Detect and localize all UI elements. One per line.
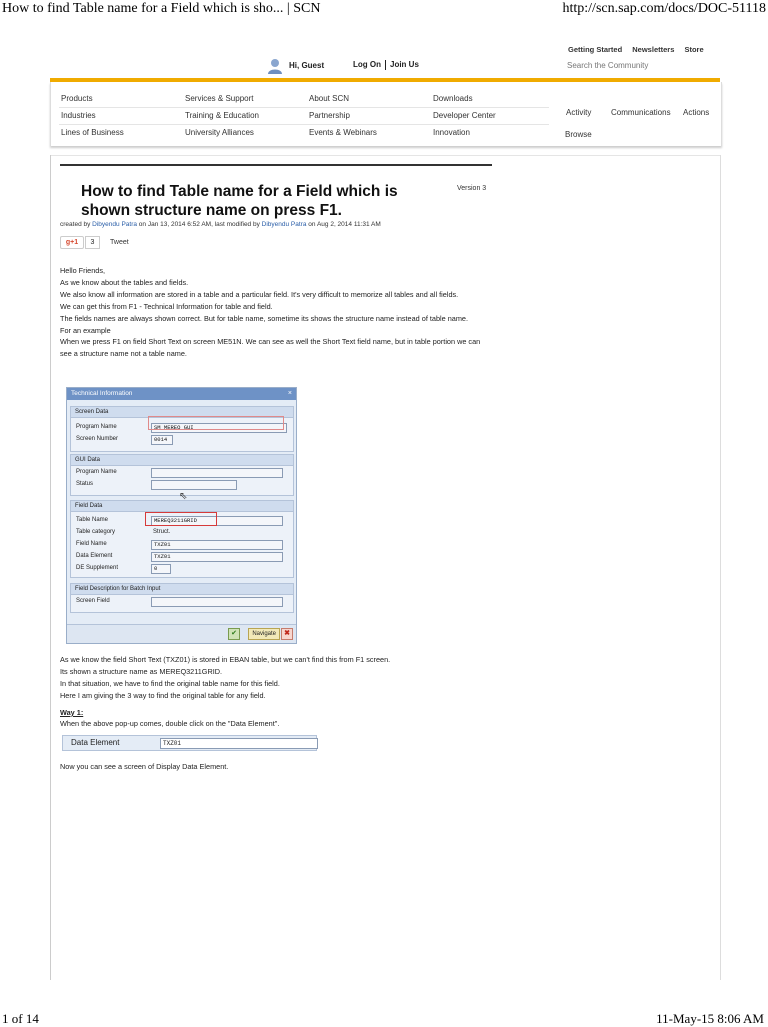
field-name-field[interactable]: TXZ01 xyxy=(151,540,283,550)
paragraph: Here I am giving the 3 way to find the original table for any field. xyxy=(60,690,266,700)
close-icon[interactable]: × xyxy=(287,390,292,397)
byline-prefix: created by xyxy=(60,221,93,228)
nav-browse[interactable]: Browse xyxy=(565,130,592,139)
nav-products[interactable]: Products xyxy=(61,94,93,103)
author-link[interactable]: Dibyendu Patra xyxy=(92,221,137,228)
field-label: Program Name xyxy=(76,469,117,475)
nav-industries[interactable]: Industries xyxy=(61,111,96,120)
store-link[interactable]: Store xyxy=(684,45,704,54)
getting-started-link[interactable]: Getting Started xyxy=(568,45,623,54)
search-input[interactable]: Search the Community xyxy=(567,61,649,70)
auth-links xyxy=(353,60,419,70)
field-label: Table category xyxy=(76,529,116,535)
screen-number-field[interactable]: 0014 xyxy=(151,435,173,445)
closing-text: Now you can see a screen of Display Data Element. xyxy=(60,762,229,771)
navigate-button[interactable]: Navigate xyxy=(248,628,280,640)
field-label: Table Name xyxy=(76,517,109,523)
group-header: Field Data xyxy=(71,501,293,512)
status-field[interactable] xyxy=(151,480,237,490)
paragraph: Hello Friends, xyxy=(60,266,106,275)
data-element-screenshot xyxy=(62,735,317,751)
data-element-field[interactable]: TXZ01 xyxy=(151,552,283,562)
data-element-label: Data Element xyxy=(71,738,120,747)
nav-events-webinars[interactable]: Events & Webinars xyxy=(309,128,377,137)
data-element-value[interactable]: TXZ01 xyxy=(160,738,318,749)
cancel-x-icon[interactable]: ✖ xyxy=(281,628,293,640)
divider xyxy=(50,155,51,980)
user-avatar-icon xyxy=(268,58,282,74)
field-label: Screen Number xyxy=(76,436,119,442)
field-label: Field Name xyxy=(76,541,107,547)
byline-mid: on Jan 13, 2014 6:52 AM, last modified by xyxy=(136,221,262,228)
main-nav xyxy=(50,82,722,146)
paragraph: For an example xyxy=(60,325,111,335)
dialog-title-bar xyxy=(67,388,296,400)
nav-lines-of-business[interactable]: Lines of Business xyxy=(61,128,124,137)
nav-university-alliances[interactable]: University Alliances xyxy=(185,128,254,137)
paragraph: As we know the field Short Text (TXZ01) is stored in EBAN table, but we can't find this from F1 screen. xyxy=(60,655,391,664)
google-plus-button[interactable]: g+1 xyxy=(60,236,84,249)
paragraph: As we know about the tables and fields. xyxy=(60,277,189,287)
top-links xyxy=(568,45,712,54)
divider xyxy=(59,107,549,108)
divider xyxy=(59,124,549,125)
table-name-highlight xyxy=(145,512,217,526)
nav-communications[interactable]: Communications xyxy=(611,108,671,117)
version-label[interactable]: Version 3 xyxy=(457,185,487,192)
nav-activity[interactable]: Activity xyxy=(566,108,592,117)
nav-innovation[interactable]: Innovation xyxy=(433,128,470,137)
divider xyxy=(385,60,386,70)
field-label: Program Name xyxy=(76,424,117,430)
divider xyxy=(50,155,720,156)
paragraph: The fields names are always shown correct. But for table name, sometime its shows the structure name instead of table name. xyxy=(60,313,469,323)
nav-training-education[interactable]: Training & Education xyxy=(185,111,259,120)
field-label: Screen Field xyxy=(76,598,110,604)
field-label: Status xyxy=(76,481,94,487)
intro-text xyxy=(60,265,492,360)
print-header-url: http://scn.sap.com/docs/DOC-51118 xyxy=(562,1,766,16)
program-name-highlight xyxy=(148,416,284,430)
group-header: GUI Data xyxy=(71,455,293,466)
paragraph: Its shown a structure name as MEREQ3211GRID. xyxy=(60,666,223,676)
mouse-cursor-icon: ⇖ xyxy=(179,491,188,502)
de-supplement-field[interactable]: 0 xyxy=(151,564,171,574)
title-rule xyxy=(60,164,492,166)
nav-developer-center[interactable]: Developer Center xyxy=(433,111,496,120)
join-us-link[interactable]: Join Us xyxy=(390,60,419,70)
field-label: Data Element xyxy=(76,553,113,559)
group-header: Screen Data xyxy=(71,407,293,418)
field-label: DE Supplement xyxy=(76,565,119,571)
dialog-toolbar xyxy=(67,624,296,643)
print-footer-page: 1 of 14 xyxy=(2,1011,39,1026)
way-1-heading: Way 1: xyxy=(60,708,84,717)
print-header-title: How to find Table name for a Field which is sho... | SCN xyxy=(2,1,321,16)
nav-actions[interactable]: Actions xyxy=(683,108,710,117)
dialog-title: Technical Information xyxy=(71,390,133,397)
screen-field-field[interactable] xyxy=(151,597,283,607)
nav-partnership[interactable]: Partnership xyxy=(309,111,350,120)
group-gui-data xyxy=(70,454,294,496)
byline xyxy=(60,221,381,228)
nav-services-support[interactable]: Services & Support xyxy=(185,94,254,103)
paragraph: When we press F1 on field Short Text on screen ME51N. We can see as well the Short Text field name, but in table portion we can see a structure name not a table name. xyxy=(60,337,481,359)
nav-downloads[interactable]: Downloads xyxy=(433,94,473,103)
print-footer-datetime: 11-May-15 8:06 AM xyxy=(656,1011,764,1026)
table-category-value: Struct. xyxy=(153,529,171,535)
confirm-check-icon[interactable]: ✔ xyxy=(228,628,240,640)
group-batch-input xyxy=(70,583,294,613)
explanation-text xyxy=(60,654,492,702)
byline-suffix: on Aug 2, 2014 11:31 AM xyxy=(306,221,381,228)
tweet-button[interactable]: Tweet xyxy=(110,239,129,246)
modifier-link[interactable]: Dibyendu Patra xyxy=(261,221,307,228)
table-name-field[interactable]: MEREQ3211GRID xyxy=(151,516,283,526)
paragraph: We also know all information are stored in a table and a particular field. It's very difficult to memorize all tables and all fields. xyxy=(60,289,459,299)
divider xyxy=(720,155,721,980)
gui-program-name-field[interactable] xyxy=(151,468,283,478)
newsletters-link[interactable]: Newsletters xyxy=(632,45,675,54)
paragraph: In that situation, we have to find the original table name for this field. xyxy=(60,678,280,688)
paragraph: We can get this from F1 - Technical Information for table and field. xyxy=(60,301,273,311)
greeting-text: Hi, Guest xyxy=(289,61,325,70)
group-header: Field Description for Batch Input xyxy=(71,584,293,595)
program-name-field[interactable]: SM_MEREQ_GUI xyxy=(151,423,287,433)
page-title: How to find Table name for a Field which is shown structure name on press F1. xyxy=(81,183,398,219)
nav-about-scn[interactable]: About SCN xyxy=(309,94,350,103)
log-on-link[interactable]: Log On xyxy=(353,60,381,70)
google-plus-count: 3 xyxy=(85,236,100,249)
way-1-text: When the above pop-up comes, double click on the "Data Element". xyxy=(60,719,280,728)
